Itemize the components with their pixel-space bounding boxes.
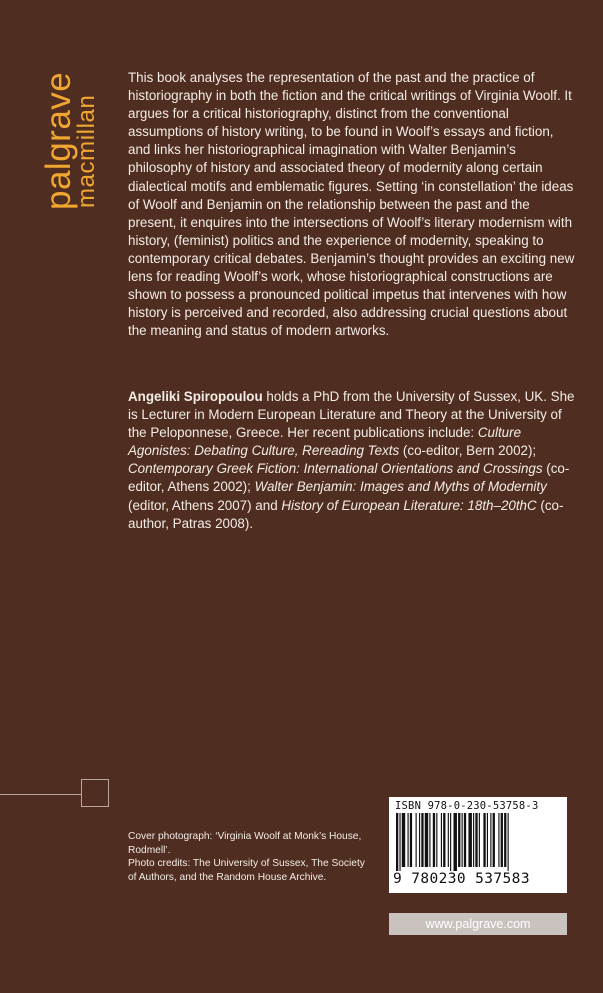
publication-note: (co-author, Patras 2008). — [128, 497, 564, 531]
barcode-bar — [487, 813, 488, 867]
barcode-bar — [464, 813, 466, 867]
publication-note: (editor, Athens 2007) and — [128, 497, 282, 513]
barcode-bar — [433, 813, 435, 867]
publisher-logo — [39, 70, 112, 210]
logo-line-palgrave: palgrave — [39, 71, 78, 210]
publication-note: (co-editor, Athens 2002); — [128, 461, 570, 495]
barcode-bar — [454, 813, 457, 871]
author-bio-text: holds a PhD from the University of Sussex, UK. She is Lecturer in Modern European Literature and Theory at the University of the Peloponnese, Greece. Her recent publications include: — [128, 389, 575, 441]
barcode-bar — [458, 813, 460, 867]
barcode-bar — [490, 813, 491, 867]
cover-photo-caption: Cover photograph: ‘Virginia Woolf at Monk’s House, Rodmell’. — [128, 831, 362, 856]
barcode-bar — [448, 813, 449, 867]
barcode-bars — [395, 813, 561, 871]
barcode-bar — [501, 813, 503, 867]
photo-credits — [128, 830, 368, 884]
barcode-bar — [429, 813, 430, 867]
photo-credits-text: Photo credits: The University of Sussex, The Society of Authors, and the Random House Archive. — [128, 858, 365, 883]
barcode-bar — [498, 813, 499, 867]
publication-title: Culture Agonistes: Debating Culture, Rereading Texts — [128, 425, 522, 459]
barcode-bar — [450, 813, 451, 871]
barcode-bar — [493, 813, 495, 867]
author-bio — [128, 388, 576, 533]
barcode-bar — [483, 813, 485, 867]
barcode-bar — [441, 813, 442, 867]
barcode-bar — [508, 813, 509, 871]
publication-title: History of European Literature: 18th–20thC — [281, 497, 537, 513]
barcode-bar — [468, 813, 471, 867]
author-name: Angeliki Spiropoulou — [128, 389, 263, 404]
decorative-line — [0, 794, 82, 795]
barcode-bar — [396, 813, 398, 871]
book-description: This book analyses the representation of the past and the practice of historiography in both the fiction and the critical writings of Virginia Woolf. It argues for a critical historiography, distinct from the conventional assumptions of history writing, to be found in Woolf’s essays and fiction, and links her historiographical imagination with Walter Benjamin’s philosophy of history and associated theory of modernity along certain dialectical motifs and emblematic figures. Setting ‘in constellation’ the ideas of Woolf and Benjamin on the relationship between the past and the present, it enquires into the intersections of Woolf’s literary modernism with history, (feminist) politics and the experience of modernity, speaking to contemporary critical debates. Benjamin’s thought provides an exciting new lens for reading Woolf’s work, whose historiographical constructions are shown to possess a pronounced political impetus that intervenes with how history is perceived and recorded, also addressing crucial questions about the meaning and status of modern artworks. — [128, 70, 575, 339]
isbn-label: ISBN 978-0-230-53758-3 — [395, 800, 539, 812]
publication-title: Walter Benjamin: Images and Myths of Modernity — [254, 479, 547, 495]
barcode-bar — [479, 813, 480, 867]
barcode-bar — [408, 813, 409, 867]
barcode-bar — [504, 813, 506, 867]
isbn-barcode — [389, 797, 567, 893]
publication-title: Contemporary Greek Fiction: International Orientations and Crossings — [128, 461, 543, 477]
barcode-bar — [473, 813, 474, 867]
decorative-square — [81, 779, 109, 807]
barcode-bar — [462, 813, 463, 867]
publisher-website: www.palgrave.com — [389, 913, 567, 935]
barcode-bar — [402, 813, 405, 867]
barcode-bar — [421, 813, 423, 867]
barcode-digits: 9 780230 537583 — [393, 871, 530, 887]
barcode-bar — [475, 813, 477, 867]
barcode-bar — [399, 813, 400, 871]
barcode-bar — [436, 813, 437, 867]
logo-line-macmillan: macmillan — [73, 94, 100, 208]
barcode-bar — [443, 813, 445, 867]
barcode-bar — [416, 813, 417, 867]
publication-note: (co-editor, Bern 2002); — [399, 443, 537, 459]
barcode-bar — [425, 813, 428, 867]
barcode-bar — [410, 813, 412, 867]
barcode-bar — [419, 813, 420, 867]
